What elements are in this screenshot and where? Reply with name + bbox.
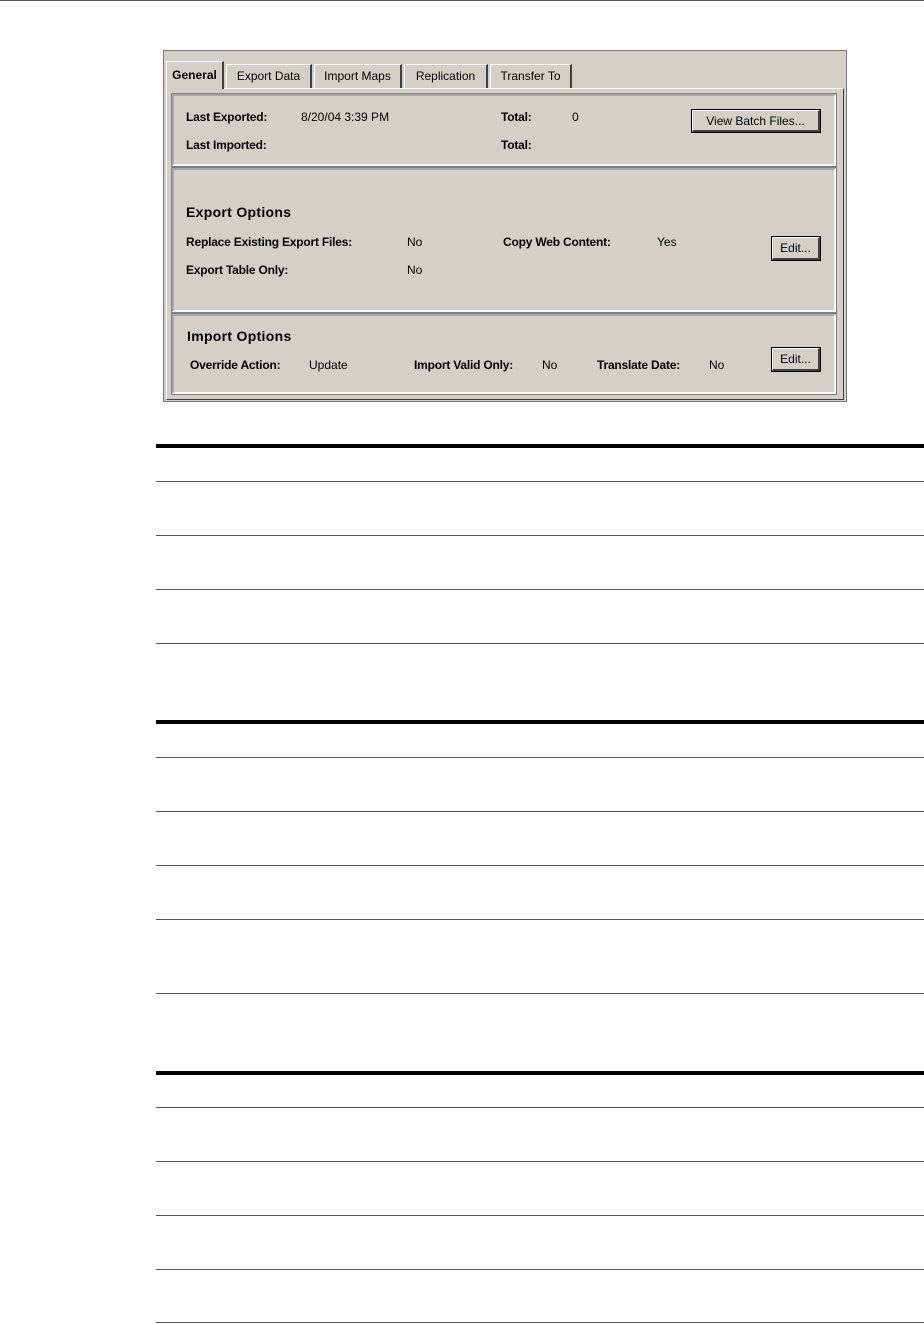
tab-export-data[interactable]: Export Data bbox=[226, 64, 312, 88]
last-exported-value: 8/20/04 3:39 PM bbox=[301, 110, 390, 124]
last-imported-label: Last Imported: bbox=[186, 138, 267, 152]
import-valid-only-value: No bbox=[542, 358, 558, 372]
export-table-only-value: No bbox=[407, 263, 423, 277]
table-row bbox=[156, 811, 924, 812]
export-options-group bbox=[172, 168, 836, 312]
copy-web-content-label: Copy Web Content: bbox=[503, 235, 611, 249]
export-table-only-label: Export Table Only: bbox=[186, 263, 289, 277]
table-row bbox=[156, 535, 924, 536]
override-action-label: Override Action: bbox=[190, 358, 281, 372]
table-row bbox=[156, 1161, 924, 1162]
table-row bbox=[156, 589, 924, 590]
table-row bbox=[156, 481, 924, 482]
table-row bbox=[156, 1215, 924, 1216]
table-row bbox=[156, 1322, 924, 1323]
replace-existing-label: Replace Existing Export Files: bbox=[186, 235, 353, 249]
table-2-header-rule bbox=[156, 720, 924, 724]
table-row bbox=[156, 643, 924, 644]
export-edit-button[interactable]: Edit... bbox=[772, 237, 820, 260]
tab-import-maps[interactable]: Import Maps bbox=[314, 64, 402, 88]
import-options-title: Import Options bbox=[187, 328, 292, 344]
copy-web-content-value: Yes bbox=[657, 235, 677, 249]
table-1-header-rule bbox=[156, 444, 924, 448]
tab-general[interactable]: General bbox=[166, 61, 224, 89]
total-exported-value: 0 bbox=[572, 110, 579, 124]
table-row bbox=[156, 919, 924, 920]
last-exported-label: Last Exported: bbox=[186, 110, 268, 124]
table-row bbox=[156, 993, 924, 994]
tab-bar bbox=[164, 61, 846, 88]
table-row bbox=[156, 1269, 924, 1270]
table-row bbox=[156, 757, 924, 758]
total-imported-label: Total: bbox=[501, 138, 532, 152]
import-edit-button[interactable]: Edit... bbox=[772, 348, 820, 371]
table-row bbox=[156, 865, 924, 866]
view-batch-files-button[interactable]: View Batch Files... bbox=[692, 110, 820, 132]
translate-date-label: Translate Date: bbox=[597, 358, 681, 372]
tab-replication[interactable]: Replication bbox=[404, 64, 488, 88]
summary-group bbox=[172, 94, 836, 166]
translate-date-value: No bbox=[709, 358, 725, 372]
import-options-group bbox=[172, 314, 836, 394]
import-valid-only-label: Import Valid Only: bbox=[414, 358, 514, 372]
total-exported-label: Total: bbox=[501, 110, 532, 124]
replace-existing-value: No bbox=[407, 235, 423, 249]
override-action-value: Update bbox=[309, 358, 348, 372]
tab-transfer-to[interactable]: Transfer To bbox=[490, 64, 572, 88]
properties-panel bbox=[163, 50, 847, 402]
table-3-header-rule bbox=[156, 1071, 924, 1075]
export-options-title: Export Options bbox=[186, 204, 292, 220]
table-row bbox=[156, 1107, 924, 1108]
header-rule bbox=[0, 0, 924, 1]
